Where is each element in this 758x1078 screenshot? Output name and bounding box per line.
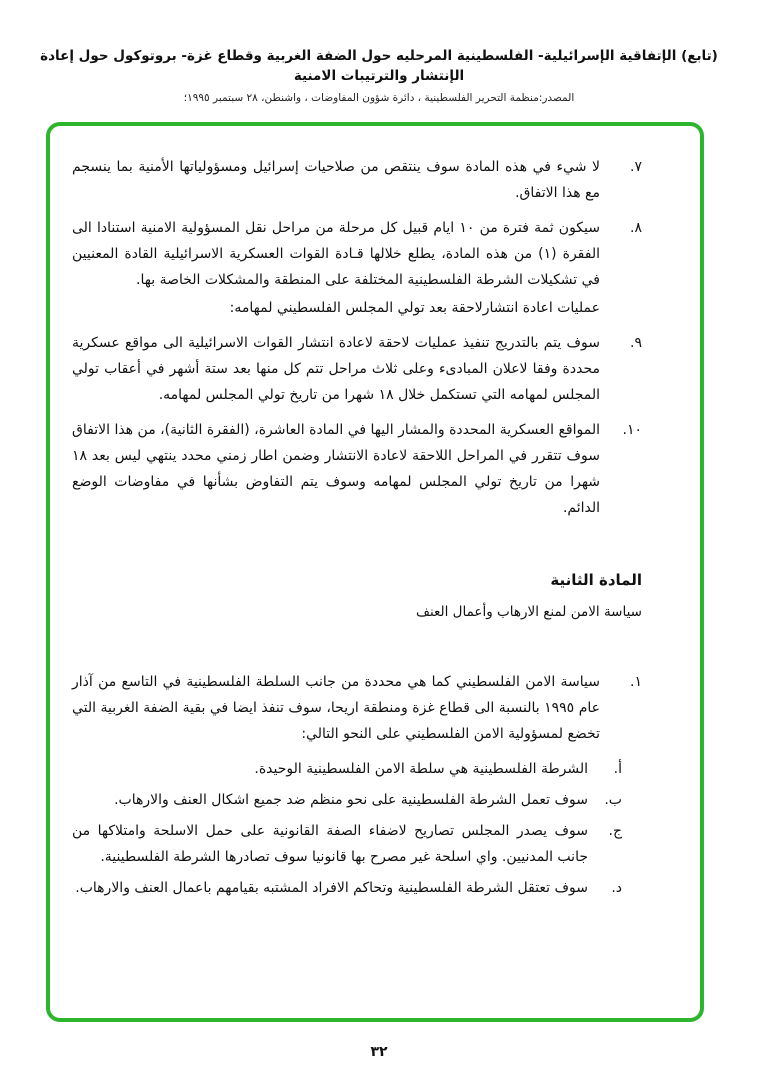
list-item-1 — [72, 669, 642, 747]
sublist-item-a — [72, 756, 622, 782]
subitem-letter: د. — [611, 880, 622, 896]
item-text: عمليات اعادة انتشارلاحقة بعد تولي المجلس الفلسطيني لمهامه: — [229, 300, 600, 316]
item-text: المواقع العسكرية المحددة والمشار اليها في المادة العاشرة، (الفقرة الثانية)، من هذا الاتفاق سوف تتقرر في المراحل اللاحقة لاعادة الانتشار وضمن اطار زمني محدد ينتهي ليس بعد ١٨ شهرا من تاريخ تولي المجلس لمهامه وسوف يتم التفاوض بشأنها في مفاوضات الوضع الدائم. — [72, 422, 600, 516]
item-number: ١. — [630, 674, 642, 690]
document-source-line: المصدر:منظمة التحرير الفلسطينية ، دائرة شؤون المفاوضات ، واشنطن، ٢٨ سبتمبر ١٩٩٥؛ — [183, 91, 575, 104]
sublist-item-d — [72, 875, 622, 901]
list-item-9 — [72, 330, 642, 408]
subitem-letter: أ. — [613, 761, 622, 777]
page-header — [14, 46, 744, 104]
item-number: ٧. — [630, 159, 642, 175]
item-text: سياسة الامن الفلسطيني كما هي محددة من جانب السلطة الفلسطينية في التاسع من آذار عام ١٩٩٥ بالنسبة الى قطاع غزة ومنطقة اريحا، سوف تنفذ ايضا في بقية الضفة الغربية التي تخضع لمسؤولية الامن الفلسطيني على النحو التالي: — [72, 674, 600, 742]
item-number — [600, 295, 642, 321]
sublist-item-c — [72, 818, 622, 870]
green-border-frame — [46, 122, 704, 1022]
subitem-letter: ب. — [604, 792, 622, 808]
list-subheading — [72, 295, 642, 321]
subitem-letter: ج. — [608, 823, 622, 839]
item-text: لا شيء في هذه المادة سوف ينتقص من صلاحيات إسرائيل ومسؤولياتها الأمنية بما ينسجم مع هذا الاتفاق. — [72, 159, 600, 201]
document-title: (تابع) الإتفاقية الإسرائيلية- الفلسطينية المرحليه حول الضفة الغربية وقطاع غزة- بروتوكول حول إعادة الإنتشار والترتيبات الامنية — [40, 48, 718, 85]
subitem-text: سوف يصدر المجلس تصاريح لاضفاء الصفة القانونية على حمل الاسلحة وامتلاكها من جانب المدنيين. واي اسلحة غير مصرح بها قانونيا سوف تصادرها الشرطة الفلسطينية. — [72, 823, 588, 865]
page-number: ٣٢ — [370, 1044, 388, 1060]
item-number: ١٠. — [622, 422, 642, 438]
item-text: سيكون ثمة فترة من ١٠ ايام قبيل كل مرحلة من مراحل نقل المسؤولية الامنية استنادا الى الفقرة (١) من هذه المادة، يطلع خلالها قـادة القوات العسكرية الاسرائيلية القادة المعنيين في تشكيلات الشرطة الفلسطينية المختلفة على المنطقة والمشكلات الخاصة بها. — [72, 220, 600, 288]
article-heading: المادة الثانية — [550, 571, 642, 589]
item-number: ٩. — [630, 335, 642, 351]
sublist-item-b — [72, 787, 622, 813]
list-item-8 — [72, 215, 642, 293]
item-number: ٨. — [630, 220, 642, 236]
article-subtitle: سياسة الامن لمنع الارهاب وأعمال العنف — [415, 604, 642, 620]
list-item-10 — [72, 417, 642, 521]
list-item-7 — [72, 154, 642, 206]
subitem-text: سوف تعتقل الشرطة الفلسطينية وتحاكم الافراد المشتبه بقيامهم باعمال العنف والارهاب. — [75, 880, 588, 896]
subitem-text: سوف تعمل الشرطة الفلسطينية على نحو منظم ضد جميع اشكال العنف والارهاب. — [114, 792, 588, 808]
item-text: سوف يتم بالتدريج تنفيذ عمليات لاحقة لاعادة انتشار القوات الاسرائيلية الى مواقع عسكرية محددة وفقا لاعلان المبادىء وعلى ثلاث مراحل تتم كل منها بعد ستة أشهر في أعقاب تولي المجلس لمهامه التي تستكمل خلال ١٨ شهرا من تاريخ تولي المجلس لمهامه. — [72, 335, 600, 403]
article-two-body — [72, 669, 642, 901]
subitem-text: الشرطة الفلسطينية هي سلطة الامن الفلسطينية الوحيدة. — [254, 761, 588, 777]
document-body — [72, 154, 642, 906]
